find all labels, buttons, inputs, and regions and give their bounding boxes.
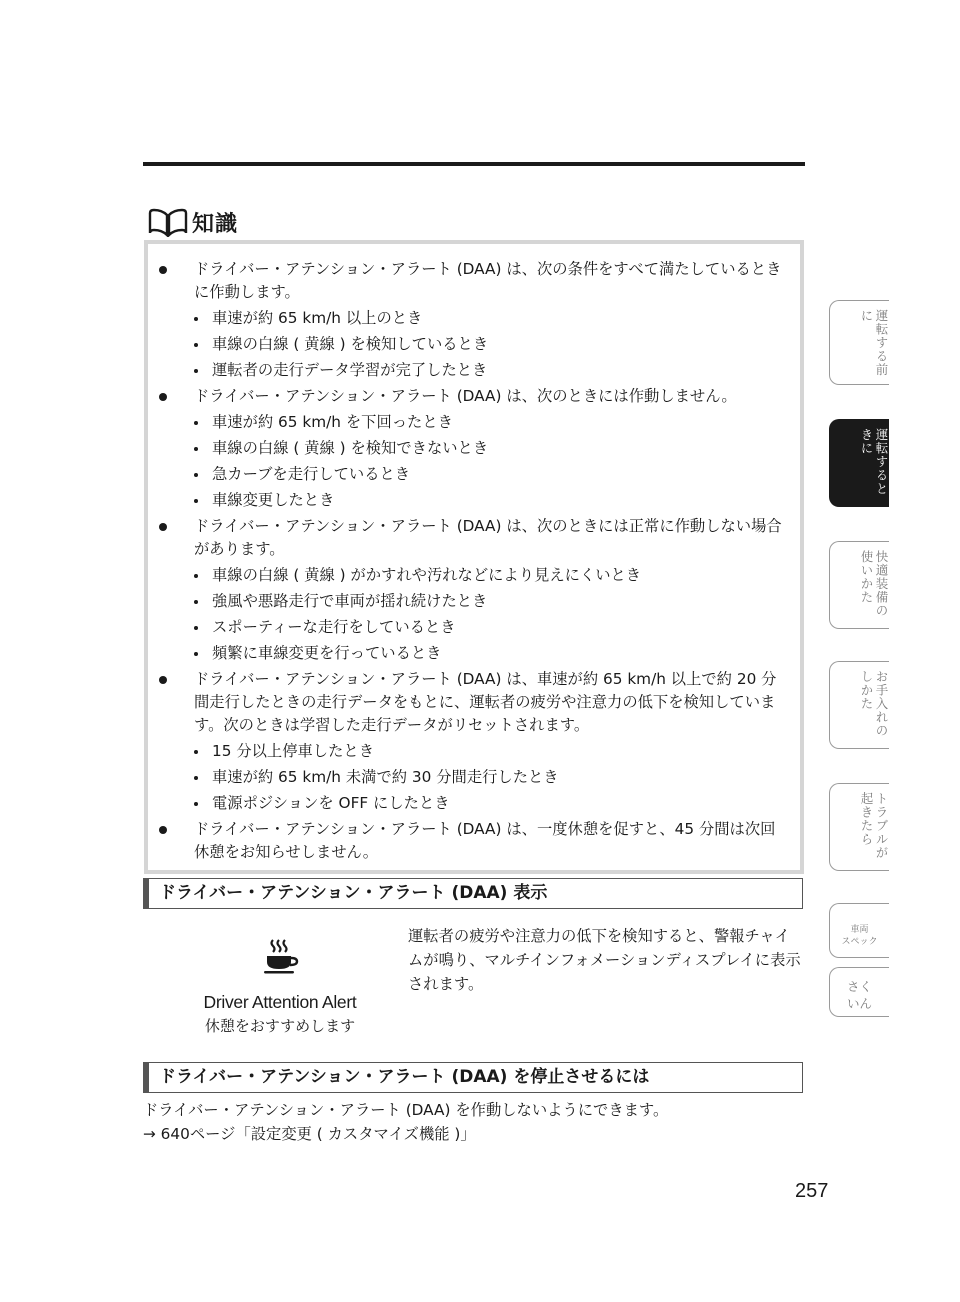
tab-before-driving[interactable]	[829, 300, 889, 385]
daa-display-heading: ドライバー・アテンション・アラート (DAA) 表示	[143, 878, 803, 909]
knowledge-sub-bullet: 頻繁に車線変更を行っているとき	[148, 642, 800, 665]
knowledge-bullet: ドライバー・アテンション・アラート (DAA) は、次のときには作動しません。	[148, 385, 800, 408]
book-icon	[148, 207, 188, 237]
knowledge-sub-bullet: 車速が約 65 km/h 以上のとき	[148, 307, 800, 330]
tab-label: 快適装備の使いかた	[859, 550, 889, 618]
knowledge-sub-bullet: 運転者の走行データ学習が完了したとき	[148, 359, 800, 382]
knowledge-bullet: ドライバー・アテンション・アラート (DAA) は、車速が約 65 km/h 以上で約 20 分間走行したときの走行データをもとに、運転者の疲労や注意力の低下を検知しています。次のときは学習した走行データがリセットされます。	[148, 668, 800, 737]
tab-troubleshooting[interactable]	[829, 783, 889, 871]
page-number: 257	[795, 1180, 829, 1202]
tab-label: トラブルが起きたら	[859, 792, 889, 860]
tab-while-driving[interactable]	[829, 419, 889, 507]
top-rule	[143, 162, 805, 166]
tab-label-line: さく	[846, 979, 872, 994]
tab-specifications[interactable]	[829, 903, 889, 958]
knowledge-sub-bullet: 電源ポジションを OFF にしたとき	[148, 792, 800, 815]
tab-maintenance[interactable]	[829, 661, 889, 749]
tab-label-line: スペック	[841, 937, 878, 947]
daa-stop-line: ドライバー・アテンション・アラート (DAA) を作動しないようにできます。	[143, 1101, 669, 1119]
knowledge-sub-bullet: 車速が約 65 km/h 未満で約 30 分間走行したとき	[148, 766, 800, 789]
tab-label-line: いん	[846, 996, 872, 1011]
daa-screen-illustration	[190, 936, 370, 1036]
tab-index[interactable]	[829, 967, 889, 1017]
knowledge-heading	[148, 205, 238, 239]
knowledge-bullet: ドライバー・アテンション・アラート (DAA) は、一度休憩を促すと、45 分間は次回休憩をお知らせしません。	[148, 818, 800, 864]
daa-screen-message: 休憩をおすすめします	[204, 1017, 356, 1035]
tab-label-line: 車両	[850, 925, 869, 935]
page-reference-link[interactable]: → 640ページ「設定変更 ( カスタマイズ機能 )」	[143, 1125, 476, 1143]
knowledge-sub-bullet: 急カーブを走行しているとき	[148, 463, 800, 486]
tab-comfort-equipment[interactable]	[829, 541, 889, 629]
knowledge-sub-bullet: スポーティーな走行をしているとき	[148, 616, 800, 639]
tab-label: 運転するときに	[859, 428, 889, 496]
knowledge-sub-bullet: 車線の白線 ( 黄線 ) を検知しているとき	[148, 333, 800, 356]
knowledge-sub-bullet: 車線の白線 ( 黄線 ) を検知できないとき	[148, 437, 800, 460]
coffee-cup-icon	[260, 936, 300, 976]
knowledge-sub-bullet: 車線変更したとき	[148, 489, 800, 512]
knowledge-bullet: ドライバー・アテンション・アラート (DAA) は、次の条件をすべて満たしているときに作動します。	[148, 258, 800, 304]
tab-label: 運転する前に	[859, 309, 889, 377]
knowledge-sub-bullet: 車線の白線 ( 黄線 ) がかすれや汚れなどにより見えにくいとき	[148, 564, 800, 587]
knowledge-box	[144, 240, 804, 874]
tab-label: お手入れのしかた	[859, 670, 889, 738]
knowledge-title: 知識	[192, 211, 239, 237]
daa-stop-heading: ドライバー・アテンション・アラート (DAA) を停止させるには	[143, 1062, 803, 1093]
tab-label	[830, 924, 889, 948]
tab-label	[830, 978, 889, 1012]
knowledge-sub-bullet: 強風や悪路走行で車両が揺れ続けたとき	[148, 590, 800, 613]
knowledge-bullet: ドライバー・アテンション・アラート (DAA) は、次のときには正常に作動しない場合があります。	[148, 515, 800, 561]
knowledge-list	[148, 258, 800, 864]
daa-screen-title: Driver Attention Alert	[203, 992, 357, 1012]
daa-display-description: 運転者の疲労や注意力の低下を検知すると、警報チャイムが鳴り、マルチインフォメーションディスプレイに表示されます。	[408, 927, 801, 993]
daa-stop-text	[143, 1098, 803, 1146]
knowledge-sub-bullet: 15 分以上停車したとき	[148, 740, 800, 763]
knowledge-sub-bullet: 車速が約 65 km/h を下回ったとき	[148, 411, 800, 434]
